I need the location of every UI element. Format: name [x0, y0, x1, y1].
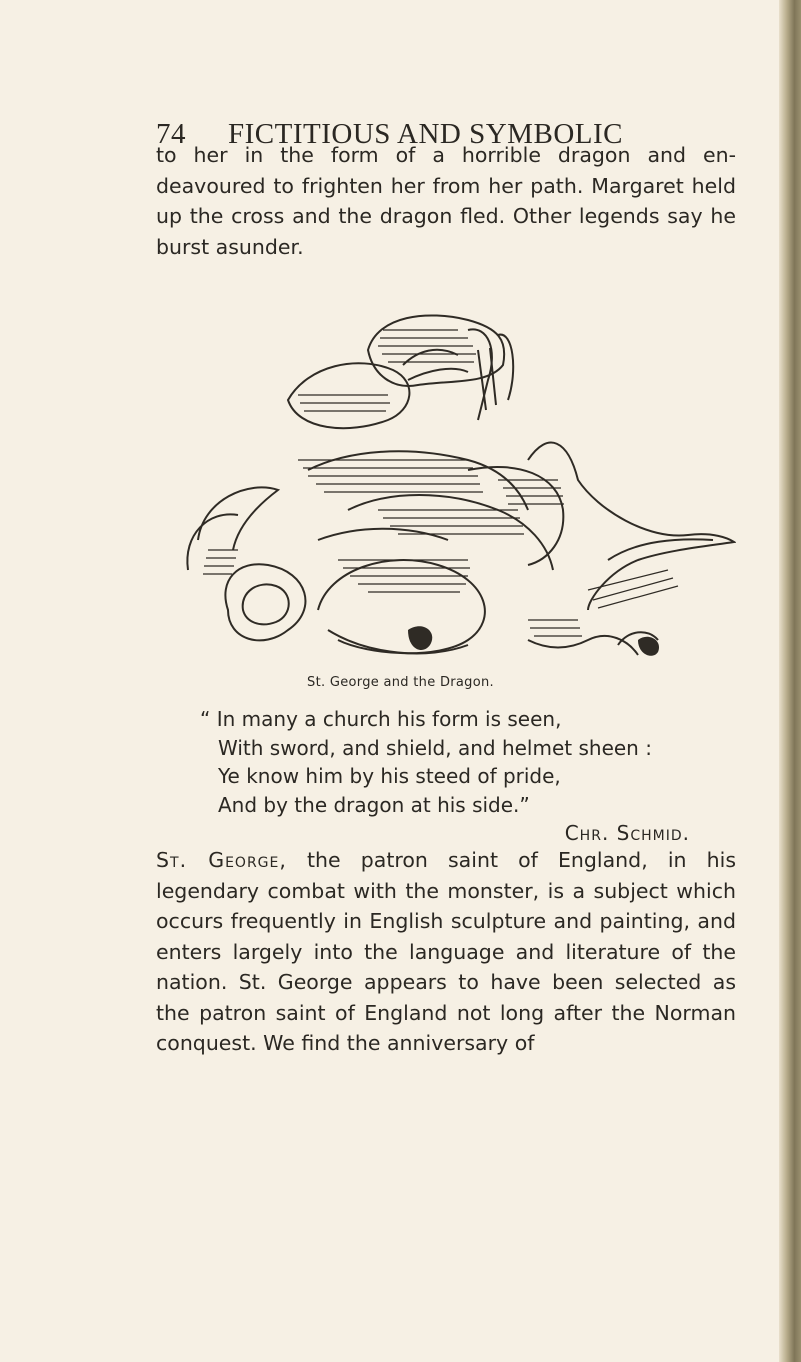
- poem-line: With sword, and shield, and helmet sheen :: [218, 735, 652, 760]
- paragraph-margaret: to her in the form of a horrible dragon and en-deavoured to frighten her from her path. Margaret held up the cross and the dragon fled. Other legends say he burst asunder.: [156, 143, 736, 259]
- st-george-dragon-illustration: [168, 310, 736, 670]
- paragraph-body: the patron saint of England, in his legendary combat with the monster, is a subject which occurs frequently in English sculpture and painting, and enters largely into the language and literature of the nation. St. George appears to have been selected as the patron saint of England not long after the Norman conquest. We find the anniversary of: [156, 848, 736, 1055]
- paragraph-lead: St. George,: [156, 848, 287, 872]
- poem-line: “ In many a church his form is seen,: [200, 707, 562, 731]
- poem-line: Ye know him by his steed of pride,: [218, 764, 561, 788]
- poem-author: Chr. Schmid.: [564, 821, 690, 845]
- paragraph-st-george: [156, 845, 736, 1059]
- poem-line: And by the dragon at his side.”: [218, 792, 530, 817]
- poem-quote: [200, 705, 700, 848]
- figure-caption: St. George and the Dragon.: [307, 675, 494, 690]
- running-title: FICTITIOUS AND SYMBOLIC: [228, 118, 623, 150]
- page-number: 74: [156, 118, 186, 150]
